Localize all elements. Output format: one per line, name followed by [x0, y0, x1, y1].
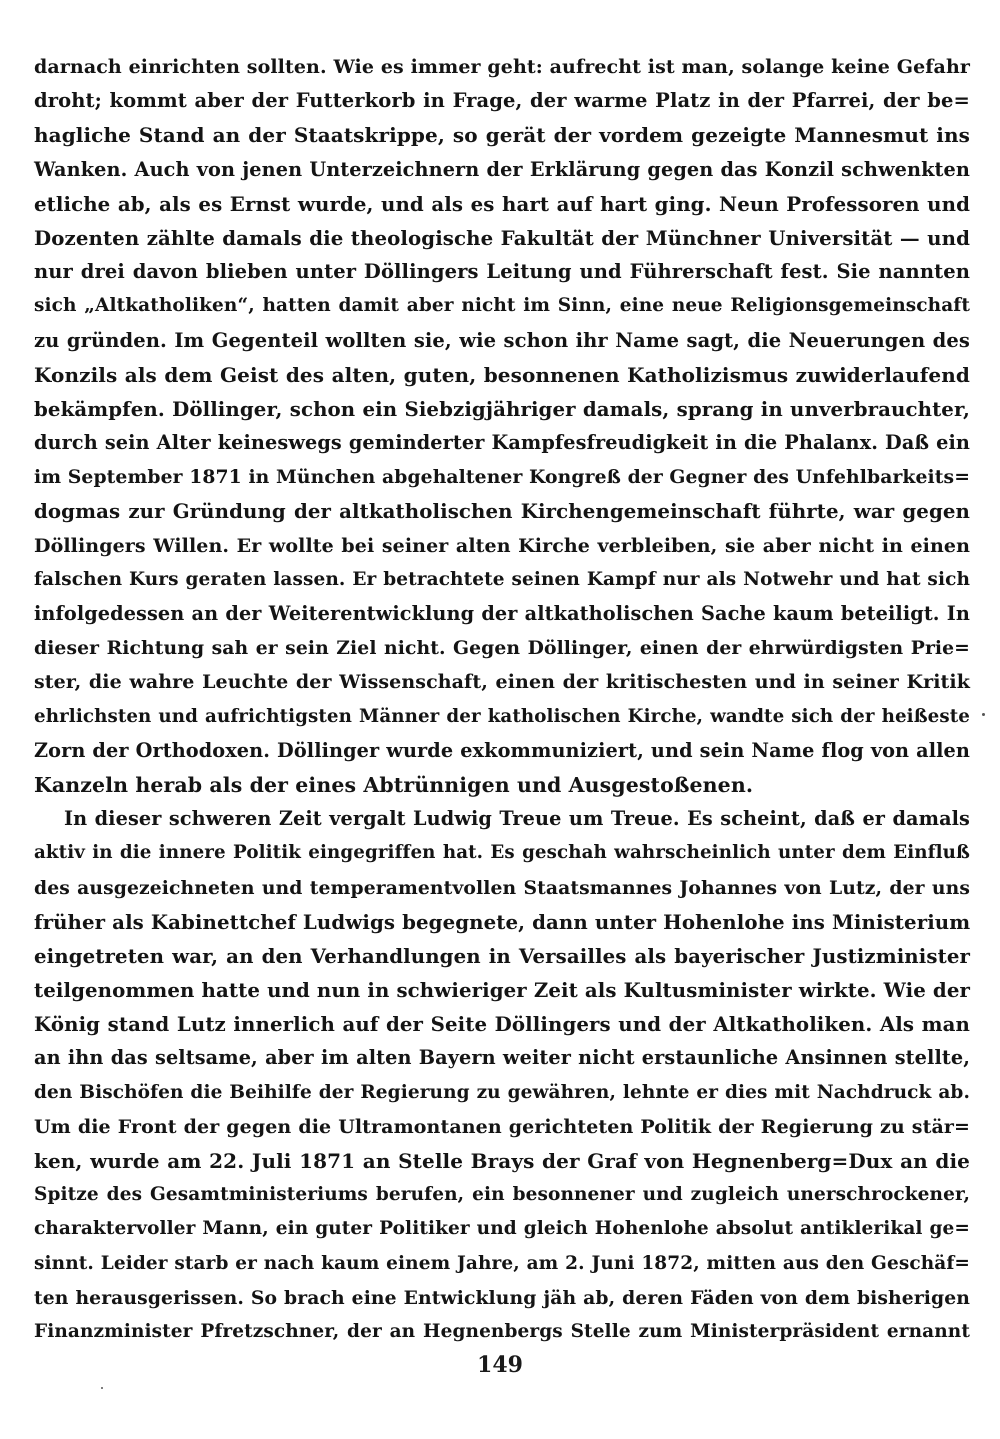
text-line: des ausgezeichneten und temperamentvollen Staatsmannes Johannes von Lutz, der uns	[34, 876, 970, 899]
text-line: Spitze des Gesamtministeriums berufen, ein besonnener und zugleich unerschrockener,	[34, 1184, 970, 1206]
text-line: den Bischöfen die Beihilfe der Regierung zu gewähren, lehnte er dies mit Nachdruck ab.	[34, 1081, 970, 1103]
text-line: hagliche Stand an der Staatskrippe, so gerät der vordem gezeigte Mannesmut ins	[34, 123, 970, 148]
text-line: infolgedessen an der Weiterentwicklung der altkatholischen Sache kaum beteiligt. In	[34, 602, 970, 625]
text-line: nur drei davon blieben unter Döllingers Leitung und Führerschaft fest. Sie nannten	[34, 260, 970, 284]
text-line: Konzils als dem Geist des alten, guten, besonnenen Katholizismus zuwiderlaufend	[34, 362, 970, 387]
text-line: ster, die wahre Leuchte der Wissenschaft, einen der kritischesten und in seiner Kritik	[34, 671, 970, 694]
text-line: durch sein Alter keineswegs geminderter Kampfesfreudigkeit in die Phalanx. Daß ein	[34, 431, 970, 455]
text-line: ken, wurde am 22. Juli 1871 an Stelle Brays der Graf von Hegnenberg=Dux an die	[34, 1149, 970, 1173]
text-line: teilgenommen hatte und nun in schwieriger Zeit als Kultusminister wirkte. Wie der	[34, 978, 970, 1003]
text-line: Um die Front der gegen die Ultramontanen gerichteten Politik der Regierung zu stär=	[34, 1115, 970, 1138]
text-line: Finanzminister Pfretzschner, der an Hegnenbergs Stelle zum Ministerpräsident ernannt	[34, 1320, 970, 1342]
text-line: im September 1871 in München abgehaltener Kongreß der Gegner des Unfehlbarkeits=	[34, 466, 971, 489]
text-line: eingetreten war, an den Verhandlungen in Versailles als bayerischer Justizminister	[34, 943, 970, 968]
text-line: darnach einrichten sollten. Wie es immer geht: aufrecht ist man, solange keine Gefahr	[34, 56, 970, 78]
text-line: an ihn das seltsame, aber im alten Bayern weiter nicht erstaunliche Ansinnen stellte,	[34, 1046, 970, 1070]
text-line: droht; kommt aber der Futterkorb in Frage, der warme Platz in der Pfarrei, der be=	[34, 89, 970, 113]
body-text	[34, 50, 970, 1349]
text-line: Döllingers Willen. Er wollte bei seiner alten Kirche verbleiben, sie aber nicht in einen	[34, 534, 970, 557]
print-speck	[982, 713, 985, 716]
text-line: Wanken. Auch von jenen Unterzeichnern der Erklärung gegen das Konzil schwenkten	[34, 157, 970, 181]
print-speck	[101, 1387, 103, 1389]
text-line: dieser Richtung sah er sein Ziel nicht. Gegen Döllinger, einen der ehrwürdigsten Prie=	[34, 637, 970, 660]
text-line: zu gründen. Im Gegenteil wollten sie, wie schon ihr Name sagt, die Neuerungen des	[34, 328, 970, 352]
text-line: aktiv in die innere Politik eingegriffen hat. Es geschah wahrscheinlich unter dem Einfluß	[34, 842, 970, 864]
text-line: Dozenten zählte damals die theologische Fakultät der Münchner Universität — und	[34, 225, 970, 250]
page-number: 149	[477, 1352, 523, 1378]
text-line: früher als Kabinettchef Ludwigs begegnete, dann unter Hohenlohe ins Ministerium	[34, 909, 971, 934]
text-line: falschen Kurs geraten lassen. Er betrachtete seinen Kampf nur als Notwehr und hat sich	[34, 568, 970, 590]
text-line: Kanzeln herab als der eines Abtrünnigen und Ausgestoßenen.	[34, 772, 754, 797]
text-line: bekämpfen. Döllinger, schon ein Siebzigjähriger damals, sprang in unverbrauchter,	[34, 396, 970, 421]
text-line: sich „Altkatholiken“, hatten damit aber nicht im Sinn, eine neue Religionsgemeinschaft	[34, 295, 970, 317]
text-line: etliche ab, als es Ernst wurde, und als es hart auf hart ging. Neun Professoren und	[34, 191, 970, 216]
text-line: In dieser schweren Zeit vergalt Ludwig Treue um Treue. Es scheint, daß er damals	[64, 807, 970, 831]
text-line: Zorn der Orthodoxen. Döllinger wurde exkommuniziert, und sein Name flog von allen	[34, 738, 970, 762]
text-line: ehrlichsten und aufrichtigsten Männer der katholischen Kirche, wandte sich der heißeste	[34, 705, 970, 727]
text-line: ten herausgerissen. So brach eine Entwicklung jäh ab, deren Fäden von dem bisherigen	[34, 1286, 970, 1309]
text-line: sinnt. Leider starb er nach kaum einem Jahre, am 2. Juni 1872, mitten aus den Geschäf=	[34, 1252, 970, 1274]
text-line: dogmas zur Gründung der altkatholischen Kirchengemeinschaft führte, war gegen	[34, 499, 970, 524]
text-line: König stand Lutz innerlich auf der Seite Döllingers und der Altkatholiken. Als man	[34, 1012, 970, 1037]
text-line: charaktervoller Mann, ein guter Politiker und gleich Hohenlohe absolut antiklerikal ge=	[34, 1218, 970, 1240]
